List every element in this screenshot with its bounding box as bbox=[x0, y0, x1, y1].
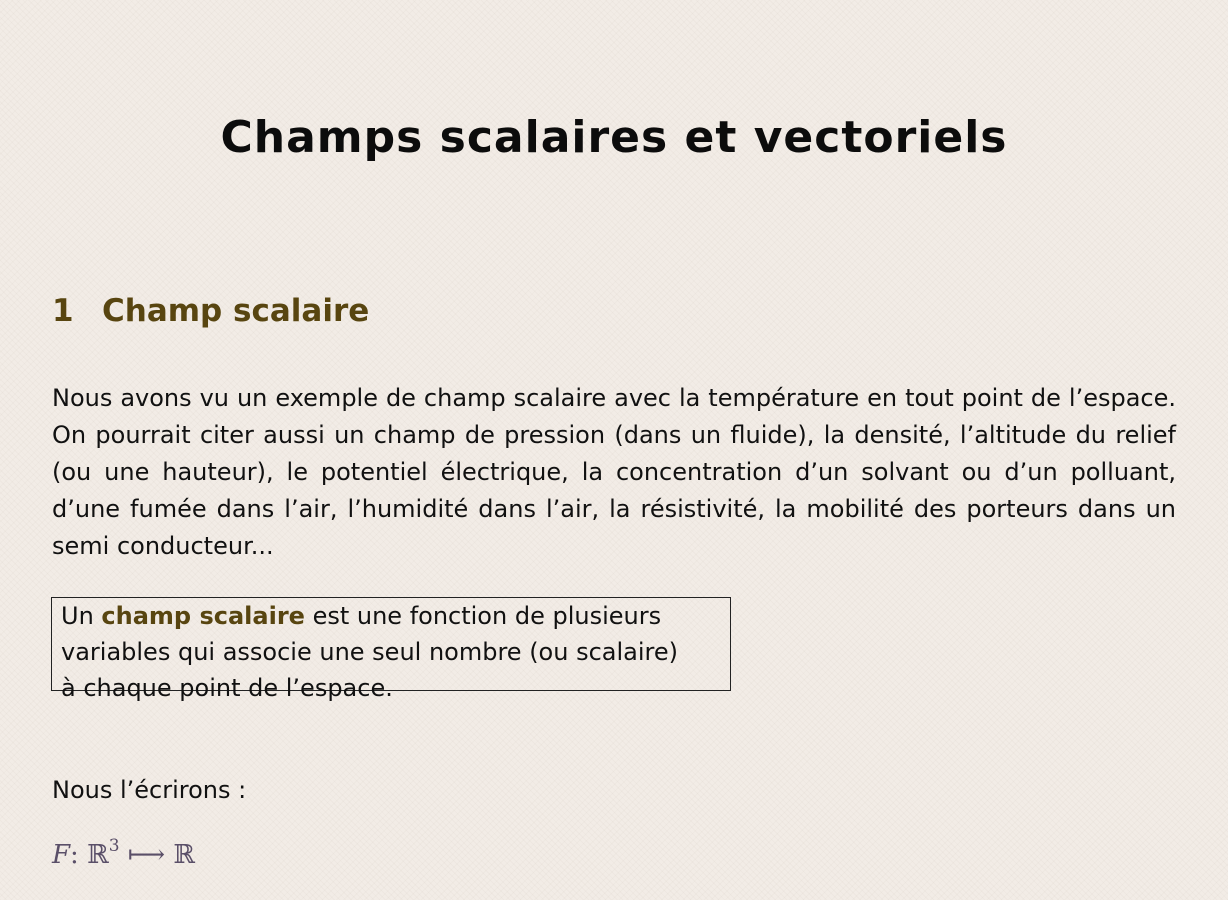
definition-line-3: à chaque point de l’espace. bbox=[61, 674, 393, 702]
formula-function-name: F bbox=[52, 840, 71, 870]
definition-line-1-rest: est une fonction de plusieurs bbox=[304, 602, 662, 630]
section-title: Champ scalaire bbox=[102, 293, 370, 329]
definition-prefix: Un bbox=[61, 602, 102, 630]
formula-domain: ℝ bbox=[87, 840, 109, 870]
formula-codomain: ℝ bbox=[173, 840, 195, 870]
definition-line-1 bbox=[61, 598, 722, 634]
formula-lead-text: Nous l’écrirons : bbox=[52, 776, 247, 804]
formula bbox=[52, 836, 195, 870]
definition-box bbox=[51, 597, 731, 702]
section-number: 1 bbox=[52, 293, 74, 329]
formula-exponent: 3 bbox=[108, 836, 120, 856]
intro-paragraph: Nous avons vu un exemple de champ scalaire avec la température en tout point de l’espace. On pourrait citer aussi un champ de pression (dans un fluide), la densité, l’altitude du relief (ou une hauteur), le potentiel électrique, la concentration d’un solvant ou d’un polluant, d’une fumée dans l’air, l’humidité dans l’air, la résistivité, la mobilité des porteurs dans un semi conducteur... bbox=[52, 384, 1176, 560]
formula-arrow: ⟼ bbox=[127, 840, 166, 870]
formula-colon: : bbox=[70, 840, 79, 870]
definition-line-2: variables qui associe une seul nombre (ou scalaire) bbox=[61, 638, 678, 666]
section-heading bbox=[52, 293, 369, 329]
page-title: Champs scalaires et vectoriels bbox=[220, 112, 1008, 163]
definition-term: champ scalaire bbox=[101, 602, 305, 630]
